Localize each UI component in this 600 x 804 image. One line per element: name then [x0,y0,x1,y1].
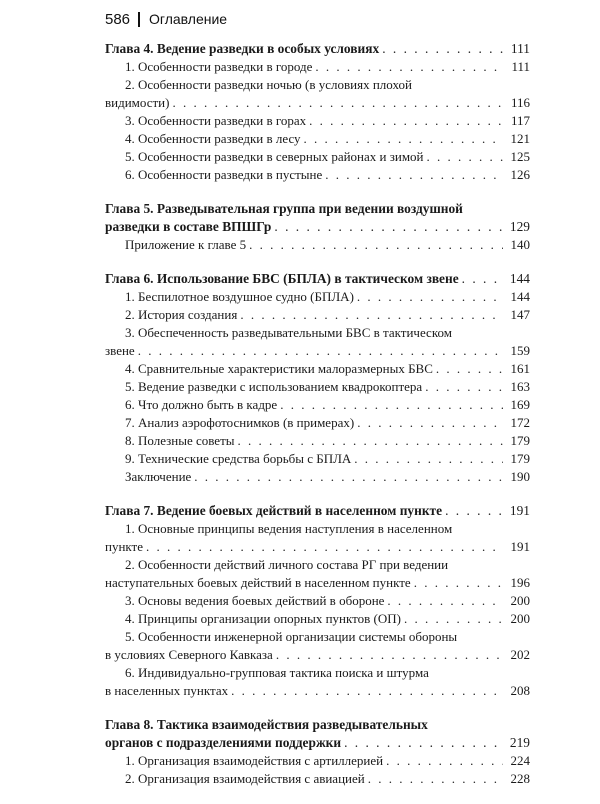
entry-page: 140 [510,237,530,252]
entry-title: 3. Обеспеченность разведывательными БВС в тактическом [125,325,452,340]
table-of-contents [105,40,530,804]
entry-page: 208 [510,683,530,698]
chapter-title: Глава 5. Разведывательная группа при ведении воздушной [105,201,463,216]
leader-dots [404,610,503,628]
toc-entry-continuation [105,646,530,664]
leader-dots [280,396,503,414]
chapter-heading [105,200,530,218]
chapter-title: органов с подразделениями поддержки [105,735,342,750]
leader-dots [427,148,503,166]
entry-title: 4. Принципы организации опорных пунктов (ОП) [125,611,401,626]
entry-page: 200 [510,611,530,626]
entry-page: 121 [510,131,530,146]
entry-title: 3. Особенности разведки в горах [125,113,307,128]
entry-page: 169 [510,397,530,412]
toc-entry [105,360,530,378]
toc-entry [105,450,530,468]
entry-page: 179 [510,433,530,448]
chapter-title: Глава 6. Использование БВС (БПЛА) в тактическом звене [105,271,459,286]
toc-entry [105,556,530,574]
toc-entry [105,306,530,324]
chapter-4 [105,40,530,184]
toc-entry [105,112,530,130]
entry-title: звене [105,343,135,358]
entry-title: 3. Основы ведения боевых действий в обороне [125,593,385,608]
leader-dots [357,288,503,306]
entry-page: 125 [510,149,530,164]
entry-page: 147 [510,307,530,322]
entry-title: 2. Организация взаимодействия с авиацией [125,771,365,786]
chapter-title: Глава 4. Ведение разведки в особых условиях [105,41,380,56]
entry-page: 202 [510,647,530,662]
chapter-heading-continuation [105,218,530,236]
entry-title: 6. Что должно быть в кадре [125,397,278,412]
chapter-title: Глава 8. Тактика взаимодействия разведывательных [105,717,428,732]
entry-page: 224 [510,753,530,768]
toc-entry [105,58,530,76]
entry-title: наступательных боевых действий в населенном пункте [105,575,411,590]
entry-page: 144 [510,289,530,304]
entry-title: 8. Полезные советы [125,433,235,448]
entry-title: Приложение к главе 5 [125,237,247,252]
toc-entry [105,130,530,148]
entry-title: в населенных пунктах [105,683,229,698]
entry-title: 5. Особенности разведки в северных районах и зимой [125,149,424,164]
entry-title: 1. Беспилотное воздушное судно (БПЛА) [125,289,354,304]
chapter-6 [105,270,530,486]
entry-title: 5. Ведение разведки с использованием квадрокоптера [125,379,423,394]
leader-dots [249,236,503,254]
header-divider [138,12,140,27]
entry-page: 159 [510,343,530,358]
leader-dots [368,770,503,788]
entry-page: 191 [510,539,530,554]
leader-dots [304,130,503,148]
leader-dots [194,468,503,486]
toc-entry-continuation [105,94,530,112]
entry-page: 228 [510,771,530,786]
entry-page: 190 [510,469,530,484]
chapter-page: 191 [509,503,530,518]
leader-dots [414,574,503,592]
leader-dots [274,218,503,236]
toc-entry [105,148,530,166]
entry-title: 2. Особенности разведки ночью (в условиях плохой [125,77,412,92]
leader-dots [445,502,503,520]
toc-entry-continuation [105,538,530,556]
leader-dots [344,734,503,752]
chapter-7 [105,502,530,700]
entry-page: 196 [510,575,530,590]
entry-page: 163 [510,379,530,394]
toc-entry [105,166,530,184]
leader-dots [276,646,503,664]
chapter-heading [105,502,530,520]
chapter-heading [105,270,530,288]
entry-title: 7. Анализ аэрофотоснимков (в примерах) [125,415,355,430]
toc-entry [105,592,530,610]
entry-title: 6. Индивидуально-групповая тактика поиска и штурма [125,665,429,680]
toc-entry [105,414,530,432]
chapter-title: разведки в составе ВПШГр [105,219,272,234]
leader-dots [436,360,503,378]
toc-entry [105,520,530,538]
entry-title: Заключение [125,469,192,484]
toc-entry [105,288,530,306]
leader-dots [382,40,503,58]
chapter-heading [105,716,530,734]
leader-dots [172,94,503,112]
leader-dots [315,58,503,76]
toc-entry [105,752,530,770]
toc-entry [105,236,530,254]
leader-dots [146,538,503,556]
entry-page: 172 [510,415,530,430]
chapter-5 [105,200,530,254]
chapter-heading [105,40,530,58]
toc-entry [105,378,530,396]
entry-title: 1. Организация взаимодействия с артиллерией [125,753,384,768]
leader-dots [309,112,503,130]
leader-dots [357,414,503,432]
leader-dots [325,166,503,184]
chapter-page: 219 [509,735,530,750]
entry-page: 117 [510,113,530,128]
entry-title: 4. Особенности разведки в лесу [125,131,301,146]
leader-dots [387,592,503,610]
leader-dots [354,450,503,468]
chapter-page: 111 [510,41,530,56]
toc-entry-continuation [105,342,530,360]
running-header [105,9,227,29]
leader-dots [386,752,503,770]
leader-dots [240,306,503,324]
chapter-8 [105,716,530,788]
entry-title: видимости) [105,95,170,110]
toc-entry [105,610,530,628]
entry-title: 6. Особенности разведки в пустыне [125,167,323,182]
leader-dots [138,342,503,360]
entry-title: пункте [105,539,144,554]
toc-entry [105,76,530,94]
entry-title: 2. История создания [125,307,238,322]
toc-entry [105,324,530,342]
leader-dots [231,682,503,700]
toc-entry [105,468,530,486]
toc-entry [105,628,530,646]
entry-page: 126 [510,167,530,182]
entry-title: 2. Особенности действий личного состава РГ при ведении [125,557,449,572]
entry-page: 161 [510,361,530,376]
header-title: Оглавление [149,11,228,27]
toc-entry [105,664,530,682]
entry-title: в условиях Северного Кавказа [105,647,273,662]
entry-page: 111 [511,59,530,74]
chapter-title: Глава 7. Ведение боевых действий в населенном пункте [105,503,443,518]
toc-entry [105,396,530,414]
entry-page: 116 [510,95,530,110]
toc-entry [105,770,530,788]
entry-title: 1. Особенности разведки в городе [125,59,313,74]
page-number: 586 [105,10,131,28]
entry-title: 4. Сравнительные характеристики малоразмерных БВС [125,361,433,376]
entry-title: 1. Основные принципы ведения наступления в населенном [125,521,453,536]
leader-dots [425,378,503,396]
chapter-page: 144 [509,271,530,286]
toc-entry [105,432,530,450]
chapter-heading-continuation [105,734,530,752]
entry-title: 9. Технические средства борьбы с БПЛА [125,451,352,466]
entry-page: 179 [510,451,530,466]
leader-dots [462,270,503,288]
toc-entry-continuation [105,574,530,592]
toc-entry-continuation [105,682,530,700]
entry-title: 5. Особенности инженерной организации системы обороны [125,629,458,644]
entry-page: 200 [510,593,530,608]
leader-dots [238,432,504,450]
chapter-page: 129 [509,219,530,234]
